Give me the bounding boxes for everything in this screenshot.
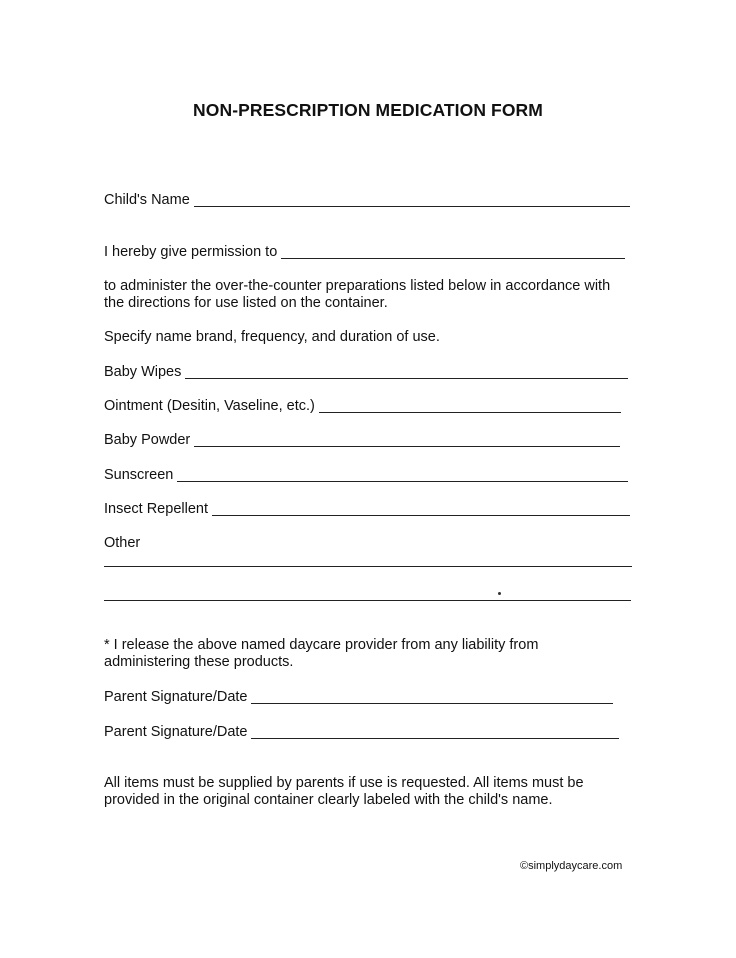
parent-signature-row-1 <box>104 688 613 706</box>
baby-powder-row <box>104 431 620 449</box>
insect-repellent-label: Insect Repellent <box>104 501 208 517</box>
release-text-line-1: * I release the above named daycare provider from any liability from <box>104 637 539 653</box>
ointment-row <box>104 397 621 415</box>
baby-powder-field[interactable] <box>194 432 620 447</box>
administer-text-line-1: to administer the over-the-counter preparations listed below in accordance with <box>104 278 611 294</box>
administer-text-line-2: the directions for use listed on the container. <box>104 295 388 311</box>
other-field-line-1[interactable] <box>104 566 632 567</box>
baby-wipes-label: Baby Wipes <box>104 364 182 380</box>
parent-signature-row-2 <box>104 723 619 741</box>
form-title: NON-PRESCRIPTION MEDICATION FORM <box>193 100 543 120</box>
release-text-line-2: administering these products. <box>104 654 294 670</box>
other-field-line-2[interactable] <box>104 600 631 601</box>
baby-powder-label: Baby Powder <box>104 432 191 448</box>
permission-label: I hereby give permission to <box>104 244 278 260</box>
parent-signature-field-1[interactable] <box>251 689 613 704</box>
childs-name-field[interactable] <box>194 192 630 207</box>
baby-wipes-field[interactable] <box>185 364 628 379</box>
childs-name-row <box>104 191 630 209</box>
insect-repellent-field[interactable] <box>212 501 630 516</box>
parent-signature-label-1: Parent Signature/Date <box>104 689 248 705</box>
release-paragraph <box>104 637 644 671</box>
ointment-field[interactable] <box>319 398 621 413</box>
supply-text-line-2: provided in the original container clearly labeled with the child's name. <box>104 792 553 808</box>
specify-text: Specify name brand, frequency, and duration of use. <box>104 329 440 345</box>
copyright-text: ©simplydaycare.com <box>520 860 623 872</box>
parent-signature-field-2[interactable] <box>251 724 619 739</box>
permission-field[interactable] <box>281 244 625 259</box>
ointment-label: Ointment (Desitin, Vaseline, etc.) <box>104 398 315 414</box>
sunscreen-label: Sunscreen <box>104 467 174 483</box>
supply-paragraph <box>104 775 644 809</box>
administer-paragraph <box>104 278 644 312</box>
childs-name-label: Child's Name <box>104 192 190 208</box>
supply-text-line-1: All items must be supplied by parents if use is requested. All items must be <box>104 775 584 791</box>
sunscreen-field[interactable] <box>177 467 628 482</box>
parent-signature-label-2: Parent Signature/Date <box>104 724 248 740</box>
baby-wipes-row <box>104 363 628 381</box>
other-label: Other <box>104 535 141 551</box>
insect-repellent-row <box>104 500 630 518</box>
scan-speck <box>498 592 501 595</box>
other-row <box>104 534 140 552</box>
sunscreen-row <box>104 466 628 484</box>
permission-row <box>104 243 625 261</box>
